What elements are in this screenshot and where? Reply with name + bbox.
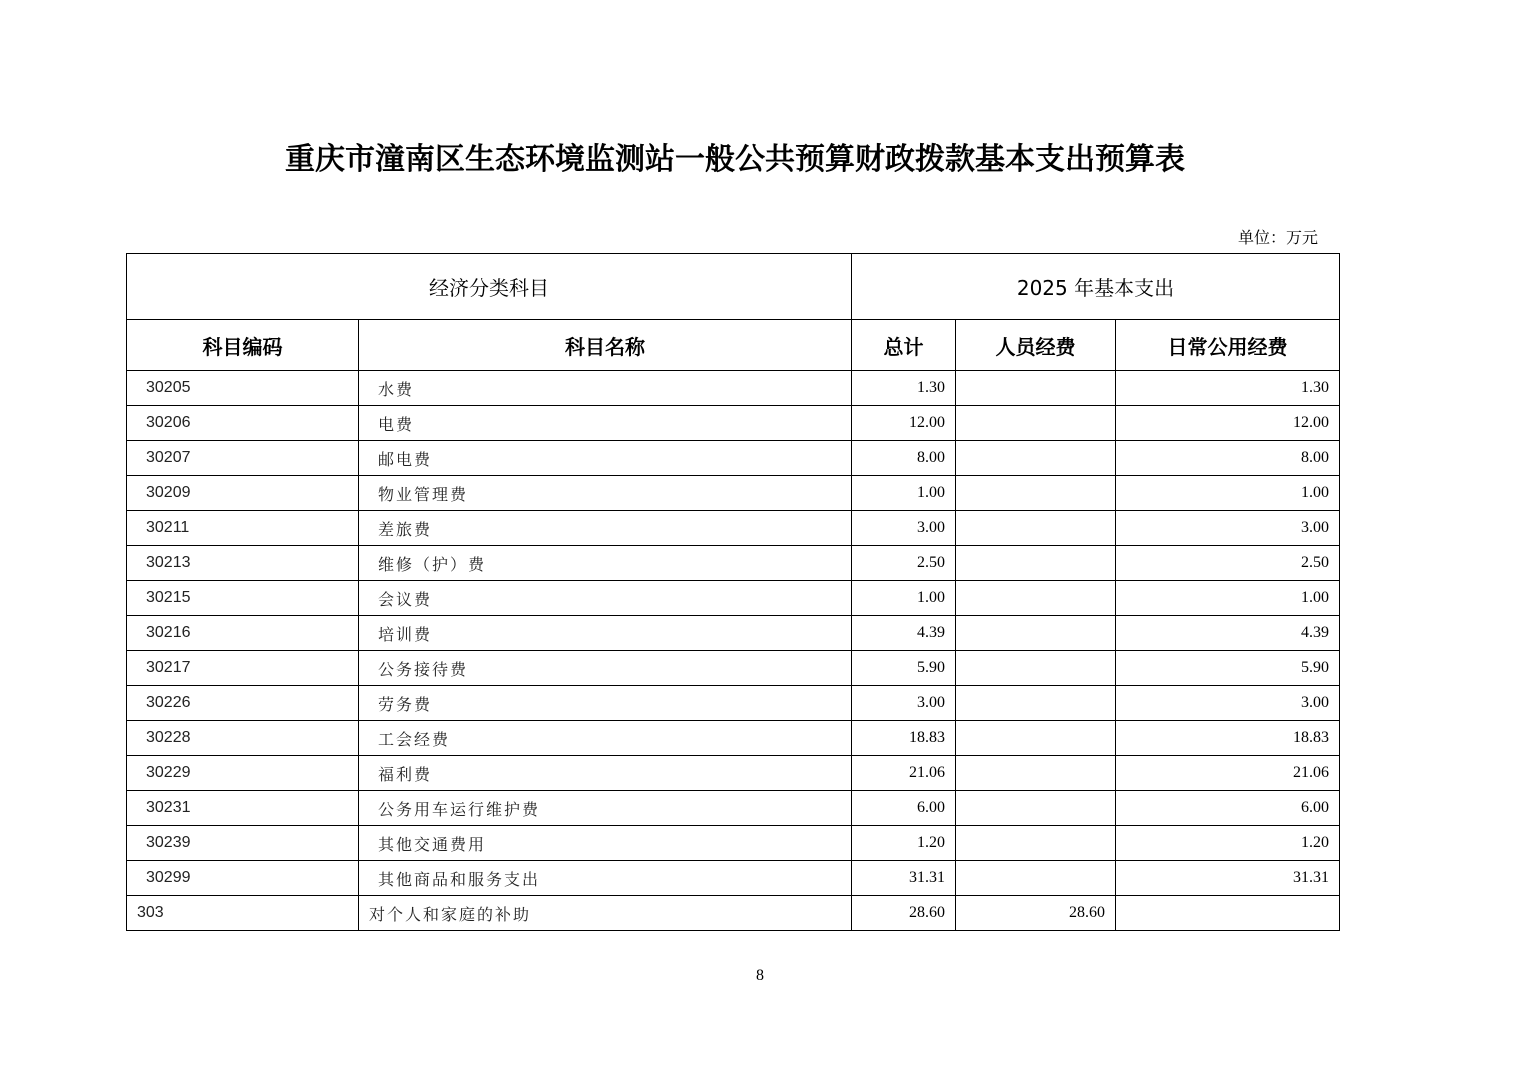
cell-personnel [956, 371, 1116, 406]
cell-personnel [956, 476, 1116, 511]
table-row [127, 651, 1340, 686]
cell-personnel [956, 546, 1116, 581]
cell-public: 1.00 [1116, 581, 1340, 616]
cell-public: 2.50 [1116, 546, 1340, 581]
cell-personnel [956, 826, 1116, 861]
cell-name: 维修（护）费 [359, 546, 852, 581]
cell-public: 18.83 [1116, 721, 1340, 756]
cell-code: 30228 [127, 721, 359, 756]
cell-code: 30207 [127, 441, 359, 476]
cell-personnel [956, 791, 1116, 826]
table-row [127, 721, 1340, 756]
cell-name: 水费 [359, 371, 852, 406]
unit-label: 单位：万元 [1238, 228, 1319, 247]
cell-name: 劳务费 [359, 686, 852, 721]
cell-public: 3.00 [1116, 511, 1340, 546]
cell-total: 31.31 [852, 861, 956, 896]
cell-total: 3.00 [852, 686, 956, 721]
cell-personnel [956, 511, 1116, 546]
cell-total: 18.83 [852, 721, 956, 756]
cell-name: 邮电费 [359, 441, 852, 476]
table-row [127, 441, 1340, 476]
cell-total: 28.60 [852, 896, 956, 931]
cell-code: 30209 [127, 476, 359, 511]
cell-personnel [956, 581, 1116, 616]
table-row [127, 686, 1340, 721]
cell-public: 4.39 [1116, 616, 1340, 651]
table-row [127, 406, 1340, 441]
table-row [127, 511, 1340, 546]
cell-name: 公务接待费 [359, 651, 852, 686]
cell-public: 1.20 [1116, 826, 1340, 861]
cell-personnel [956, 651, 1116, 686]
cell-name: 福利费 [359, 756, 852, 791]
cell-name: 对个人和家庭的补助 [359, 896, 852, 931]
cell-total: 21.06 [852, 756, 956, 791]
cell-code: 30205 [127, 371, 359, 406]
cell-total: 1.00 [852, 581, 956, 616]
table-row [127, 581, 1340, 616]
cell-public: 21.06 [1116, 756, 1340, 791]
budget-table [126, 253, 1340, 931]
table-row [127, 791, 1340, 826]
cell-code: 303 [127, 896, 359, 931]
cell-name: 会议费 [359, 581, 852, 616]
column-header-name: 科目名称 [359, 320, 852, 371]
cell-personnel [956, 406, 1116, 441]
cell-public: 8.00 [1116, 441, 1340, 476]
cell-code: 30299 [127, 861, 359, 896]
cell-personnel [956, 686, 1116, 721]
cell-code: 30206 [127, 406, 359, 441]
cell-public: 1.00 [1116, 476, 1340, 511]
cell-public: 3.00 [1116, 686, 1340, 721]
cell-public: 31.31 [1116, 861, 1340, 896]
cell-total: 5.90 [852, 651, 956, 686]
column-header-code: 科目编码 [127, 320, 359, 371]
cell-personnel: 28.60 [956, 896, 1116, 931]
cell-name: 电费 [359, 406, 852, 441]
cell-total: 1.30 [852, 371, 956, 406]
table-row [127, 896, 1340, 931]
cell-personnel [956, 756, 1116, 791]
table-row [127, 861, 1340, 896]
cell-personnel [956, 861, 1116, 896]
column-header-total: 总计 [852, 320, 956, 371]
cell-personnel [956, 721, 1116, 756]
cell-public: 5.90 [1116, 651, 1340, 686]
cell-code: 30213 [127, 546, 359, 581]
table-row [127, 476, 1340, 511]
cell-code: 30215 [127, 581, 359, 616]
cell-personnel [956, 441, 1116, 476]
column-header-personnel: 人员经费 [956, 320, 1116, 371]
page-number: 8 [756, 967, 764, 984]
cell-public: 12.00 [1116, 406, 1340, 441]
cell-name: 培训费 [359, 616, 852, 651]
cell-name: 其他交通费用 [359, 826, 852, 861]
group-header-basic: 2025 年基本支出 [852, 254, 1340, 320]
cell-code: 30217 [127, 651, 359, 686]
cell-name: 公务用车运行维护费 [359, 791, 852, 826]
column-header-row [127, 320, 1340, 371]
cell-name: 物业管理费 [359, 476, 852, 511]
table-row [127, 371, 1340, 406]
cell-name: 差旅费 [359, 511, 852, 546]
cell-total: 4.39 [852, 616, 956, 651]
cell-total: 1.00 [852, 476, 956, 511]
cell-public: 1.30 [1116, 371, 1340, 406]
cell-code: 30231 [127, 791, 359, 826]
cell-code: 30229 [127, 756, 359, 791]
group-header-econ: 经济分类科目 [127, 254, 852, 320]
cell-total: 3.00 [852, 511, 956, 546]
cell-name: 工会经费 [359, 721, 852, 756]
cell-total: 12.00 [852, 406, 956, 441]
table-row [127, 616, 1340, 651]
cell-total: 8.00 [852, 441, 956, 476]
cell-code: 30226 [127, 686, 359, 721]
column-header-public: 日常公用经费 [1116, 320, 1340, 371]
cell-code: 30239 [127, 826, 359, 861]
page-title: 重庆市潼南区生态环境监测站一般公共预算财政拨款基本支出预算表 [285, 142, 1185, 177]
cell-code: 30211 [127, 511, 359, 546]
cell-personnel [956, 616, 1116, 651]
cell-total: 1.20 [852, 826, 956, 861]
table-row [127, 756, 1340, 791]
cell-public [1116, 896, 1340, 931]
cell-code: 30216 [127, 616, 359, 651]
cell-total: 2.50 [852, 546, 956, 581]
cell-name: 其他商品和服务支出 [359, 861, 852, 896]
cell-total: 6.00 [852, 791, 956, 826]
table-row [127, 546, 1340, 581]
cell-public: 6.00 [1116, 791, 1340, 826]
group-header-row [127, 254, 1340, 320]
table-row [127, 826, 1340, 861]
